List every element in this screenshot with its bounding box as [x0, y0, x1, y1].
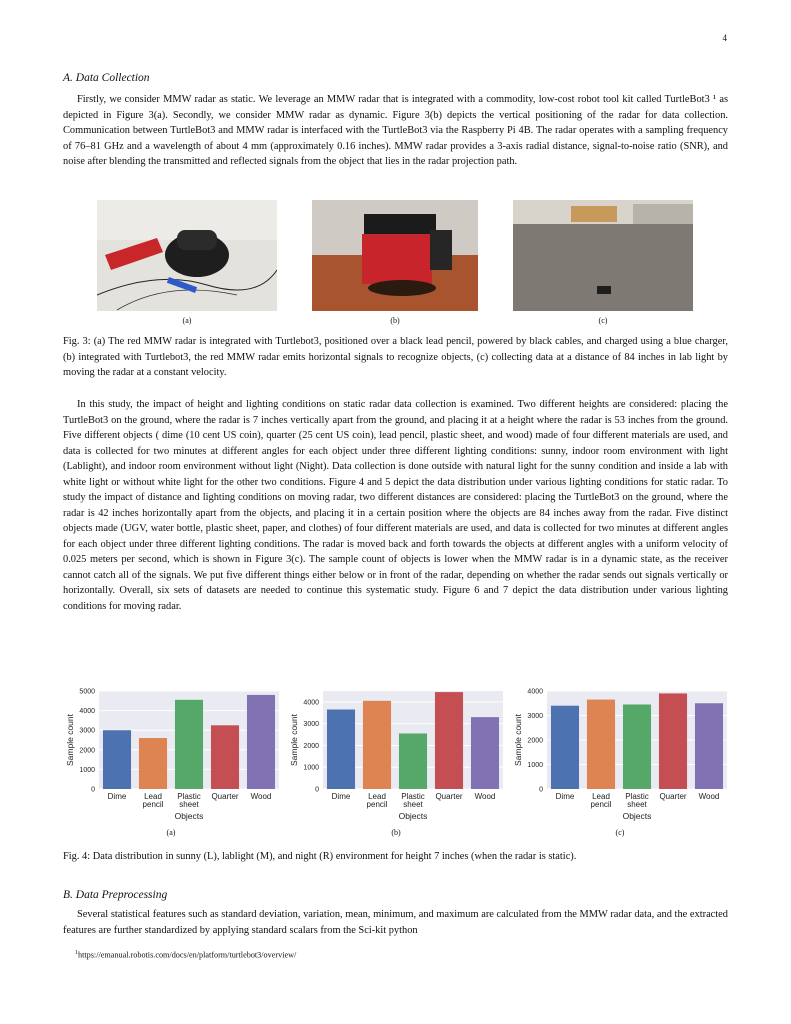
y-tick-label: 1000 [527, 762, 543, 769]
y-tick-label: 1000 [303, 764, 319, 772]
footnote-url: https://emanual.robotis.com/docs/en/platform/turtlebot3/overview/ [78, 950, 297, 960]
x-tick-label: sheet [403, 800, 423, 809]
y-tick-label: 2000 [527, 737, 543, 745]
section-b-title: B. Data Preprocessing [63, 889, 168, 901]
figure3-photo-c [513, 200, 693, 311]
figure4-chart-c [511, 685, 731, 825]
x-tick-label: Quarter [659, 792, 687, 801]
y-tick-label: 2000 [79, 747, 95, 755]
x-tick-label: Quarter [435, 792, 463, 801]
figure4-chart-a [63, 685, 283, 825]
figure3-photo-a [97, 200, 277, 311]
y-tick-label: 2000 [303, 742, 319, 750]
figure4-label-c: (c) [615, 828, 625, 837]
x-tick-label: Lead [368, 792, 386, 801]
x-tick-label: Plastic [625, 792, 649, 801]
x-tick-label: Plastic [401, 792, 425, 801]
x-tick-label: Dime [555, 792, 575, 801]
section-b-paragraph-1: Several statistical features such as standard deviation, variation, mean, minimum, and maximum are calculated from the MMW radar data, and the extracted features are further standardized by applying standard scalars from the Sci-kit python [63, 909, 728, 936]
x-tick-label: Dime [331, 792, 351, 801]
bar-plastic-sheet [175, 700, 203, 789]
bar-dime [551, 706, 579, 789]
figure3-label-a: (a) [182, 316, 192, 325]
x-axis-label: Objects [622, 811, 652, 821]
bar-quarter [435, 692, 463, 789]
x-tick-label: sheet [627, 800, 647, 809]
figure3-label-b: (b) [390, 316, 400, 325]
x-tick-label: Wood [474, 792, 496, 801]
footnote [75, 950, 296, 960]
x-tick-label: pencil [590, 800, 612, 809]
figure4-label-b: (b) [391, 828, 401, 837]
y-axis-label: Sample count [513, 714, 523, 766]
y-tick-label: 3000 [303, 721, 319, 729]
y-axis-label: Sample count [65, 714, 75, 766]
y-tick-label: 0 [91, 786, 95, 794]
bar-quarter [659, 693, 687, 789]
figure4-chart-b [287, 685, 507, 825]
figure4-label-a: (a) [166, 828, 176, 837]
x-tick-label: Lead [592, 792, 610, 801]
y-tick-label: 3000 [527, 713, 543, 720]
bar-quarter [211, 725, 239, 789]
figure3-photo-b [312, 200, 478, 311]
bar-lead-pencil [587, 700, 615, 789]
bar-plastic-sheet [399, 733, 427, 789]
x-axis-label: Objects [174, 811, 204, 821]
y-tick-label: 4000 [303, 699, 319, 707]
x-tick-label: Wood [698, 792, 720, 801]
y-axis-label: Sample count [289, 714, 299, 766]
figure3-caption: Fig. 3: (a) The red MMW radar is integrated with Turtlebot3, positioned over a black lead pencil, powered by black cables, and charged using a blue charger, (b) integrated with Turtlebot3, the red MMW radar emits horizontal signals to recognize objects, (c) collecting data at a distance of 84 inches in lab light by moving the radar at a constant velocity. [63, 336, 728, 378]
bar-wood [247, 695, 275, 789]
y-tick-label: 5000 [79, 688, 95, 696]
bar-dime [327, 710, 355, 789]
x-axis-label: Objects [398, 811, 428, 821]
x-tick-label: Wood [250, 792, 272, 801]
bar-lead-pencil [139, 738, 167, 789]
section-a-paragraph-1: Firstly, we consider MMW radar as static. We leverage an MMW radar that is integrated with a commodity, low-cost robot tool kit called TurtleBot3 ¹ as depicted in Figure 3(a). Secondly, we consider MMW radar as dynamic. Figure 3(b) depicts the vertical positioning of the radar for data collection. Communication between TurtleBot3 and MMW radar is interfaced with the TurtleBot3 via the Raspberry Pi 4B. The radar operates with a sampling frequency of 76–81 GHz and a wavelength of about 4 mm (approximately 0.16 inches). MMW radar provides a 3-axis radial distance, signal-to-noise ratio (SNR), and noise after blending the transmitted and reflected signals from the object that lies in the radar projection path. [63, 94, 728, 167]
x-tick-label: pencil [366, 800, 388, 809]
footnote-mark: 1 [75, 950, 78, 956]
y-tick-label: 1000 [79, 766, 95, 774]
bar-dime [103, 730, 131, 789]
bar-lead-pencil [363, 701, 391, 789]
y-tick-label: 3000 [79, 727, 95, 735]
page-number: 4 [722, 33, 727, 43]
y-tick-label: 4000 [527, 688, 543, 696]
section-a-title: A. Data Collection [63, 72, 150, 84]
section-a-paragraph-2: In this study, the impact of height and lighting conditions on static radar data collection is examined. Two different heights are considered: placing the TurtleBot3 on the ground, where the radar is 7 inches vertically apart from the ground, and placing it at a height where the radar is 53 inches from the ground. Five different objects ( dime (10 cent US coin), quarter (25 cent US coin), lead pencil, plastic sheet, and wood) made of four different materials are used, and data is collected for two minutes at different angles for each object under three different lighting conditions: sunny, indoor room environment with light (Lablight), and indoor room environment without light (Night). Data collection is done outside with natural light for the sunny condition and inside a lab with white light or without white light for the other two conditions. Figure 4 and 5 depict the data distribution under various lighting conditions for static radar. To study the impact of distance and lighting conditions on moving radar, two different distances are considered: placing the TurtleBot3 on the ground, where the radar is 42 inches horizontally apart from the objects, and placing it in a certain position where the objects are 84 inches away from the radar. Five distinct objects made (UGV, water bottle, plastic sheet, paper, and clothes) of four different materials are used, and data is collected for two minutes at different angles for each object under three different lighting conditions. The radar is moved back and forth towards the objects at different angles with a uniform velocity of 0.025 meters per second, which is shown in Figure 3(c). The sample count of objects is lower when the MMW radar is in a dynamic state, as the receiver cannot catch all of the signals. We put five different things either below or in front of the radar, depending on whether the radar sends out signals vertically or horizontally. Overall, six sets of datasets are needed to continue this systematic study. Figure 6 and 7 depict the data distribution under various lighting conditions for moving radar. [63, 399, 728, 612]
bar-wood [695, 703, 723, 789]
x-tick-label: Plastic [177, 792, 201, 801]
figure4-caption: Fig. 4: Data distribution in sunny (L), lablight (M), and night (R) environment for height 7 inches (when the radar is static). [63, 851, 577, 862]
x-tick-label: pencil [142, 800, 164, 809]
y-tick-label: 0 [315, 786, 319, 794]
bar-wood [471, 717, 499, 789]
x-tick-label: Dime [107, 792, 127, 801]
bar-plastic-sheet [623, 704, 651, 789]
y-tick-label: 0 [539, 786, 543, 794]
x-tick-label: Quarter [211, 792, 239, 801]
figure3-label-c: (c) [598, 316, 608, 325]
x-tick-label: sheet [179, 800, 199, 809]
x-tick-label: Lead [144, 792, 162, 801]
y-tick-label: 4000 [79, 708, 95, 716]
